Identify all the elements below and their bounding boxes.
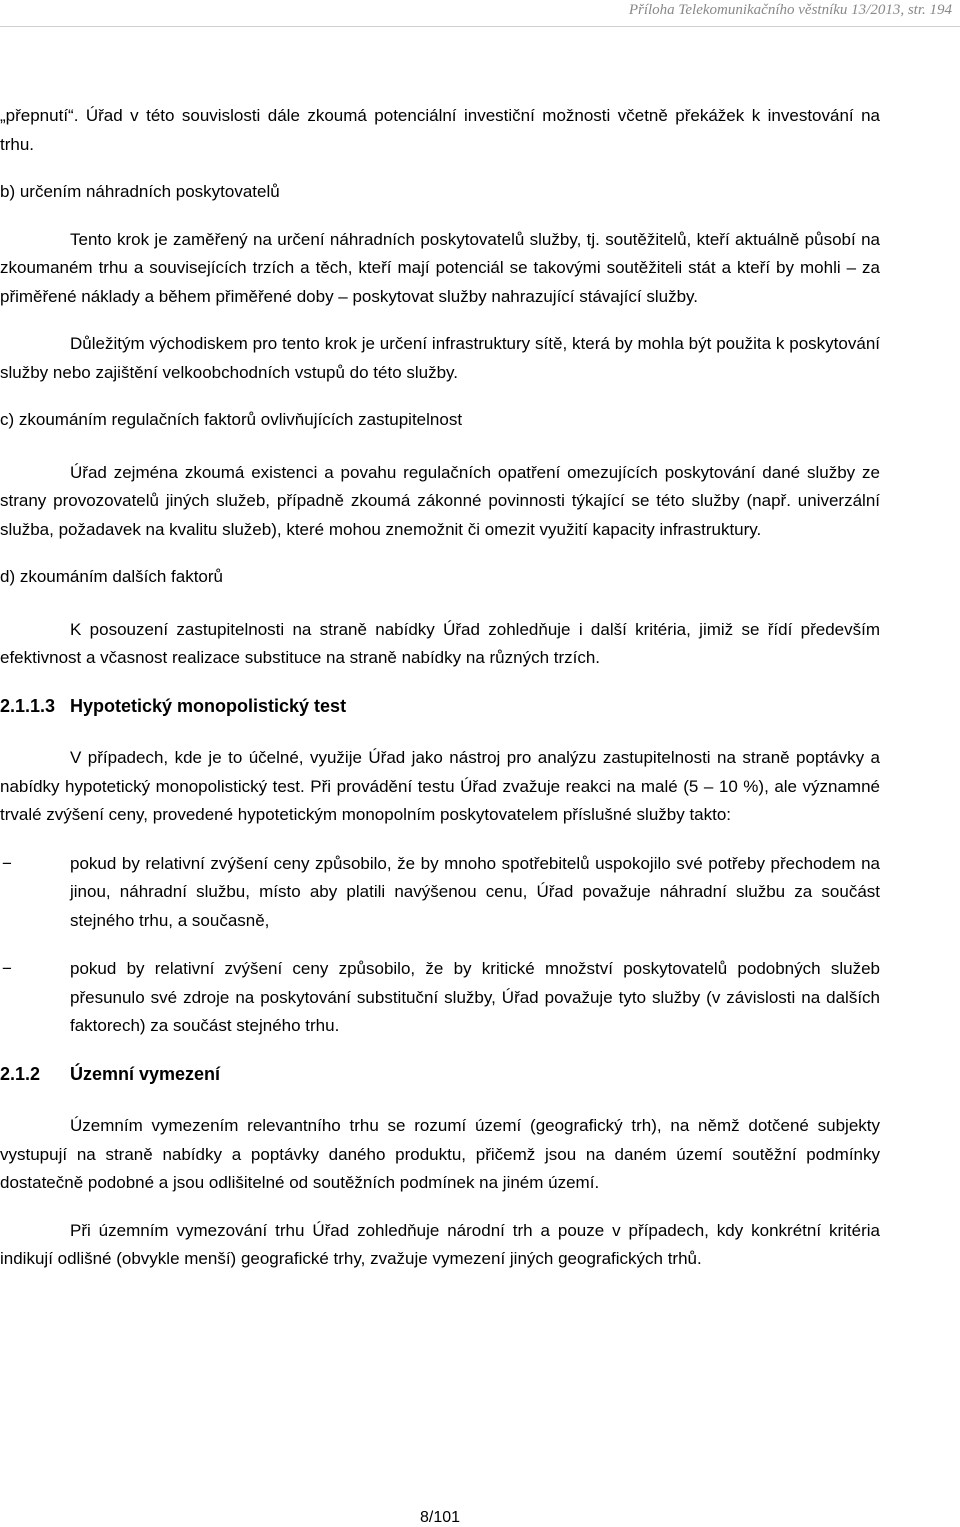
heading-hypothetical-monopolist-test	[0, 692, 880, 721]
section-b-heading: b) určením náhradních poskytovatelů	[0, 182, 280, 201]
paragraph-network-infrastructure: Důležitým východiskem pro tento krok je určení infrastruktury sítě, která by mohla být použita k poskytování služby nebo zajištění velkoobchodních vstupů do této služby.	[0, 334, 880, 382]
paragraph-substitute-providers: Tento krok je zaměřený na určení náhradních poskytovatelů služby, tj. soutěžitelů, kteří aktuálně působí na zkoumaném trhu a souvisejících trzích a těch, kteří mají potenciál se takovými soutěžiteli stát a kteří by mohli – za přiměřené náklady a během přiměřené doby – poskytovat služby nahrazující stávající služby.	[0, 229, 880, 306]
header-text: Příloha Telekomunikačního věstníku 13/2013, str. 194	[628, 2, 952, 18]
list-item-text: pokud by relativní zvýšení ceny způsobilo, že by kritické množství poskytovatelů podobných služeb přesunulo své zdroje na poskytování substituční služby, Úřad považuje tyto služby (v závislosti na dalších faktorech) za součást stejného trhu.	[70, 959, 880, 1035]
section-d-heading: d) zkoumáním dalších faktorů	[0, 567, 223, 586]
list-item-text: pokud by relativní zvýšení ceny způsobilo, že by mnoho spotřebitelů uspokojilo své potřeby přechodem na jinou, náhradní službu, místo aby platili navýšenou cenu, Úřad považuje náhradní službu za součást stejného trhu, a současně,	[70, 853, 880, 930]
page-header	[0, 0, 960, 27]
list-item	[0, 850, 880, 936]
document-body	[0, 102, 880, 1274]
paragraph-intro: „přepnutí“. Úřad v této souvislosti dále zkoumá potenciální investiční možnosti včetně překážek k investování na trhu.	[0, 106, 880, 154]
heading-geographic-definition	[0, 1060, 880, 1089]
heading-number: 2.1.2	[0, 1063, 41, 1084]
list-dash: −	[2, 853, 12, 873]
heading-number: 2.1.1.3	[0, 695, 56, 716]
heading-title: Územní vymezení	[70, 1063, 221, 1084]
paragraph-geographic-market: Územním vymezením relevantního trhu se rozumí území (geografický trh), na němž dotčené subjekty vystupují na straně nabídky a poptávky daného produktu, přičemž jsou na daném území soutěžní podmínky dostatečně podobné a jsou odlišitelné od soutěžních podmínek na jiném území.	[0, 1116, 880, 1192]
paragraph-national-market: Při územním vymezování trhu Úřad zohledňuje národní trh a pouze v případech, kdy konkrétní kritéria indikují odlišné (obvykle menší) geografické trhy, zvažuje vymezení jiných geografických trhů.	[0, 1220, 880, 1268]
heading-title: Hypotetický monopolistický test	[70, 695, 347, 716]
paragraph-other-factors: K posouzení zastupitelnosti na straně nabídky Úřad zohledňuje i další kritéria, jimiž se řídí především efektivnost a včasnost realizace substituce na straně nabídky na různých trzích.	[0, 619, 880, 667]
paragraph-ssnip-test: V případech, kde je to účelné, využije Úřad jako nástroj pro analýzu zastupitelnosti na straně poptávky a nabídky hypotetický monopolistický test. Při provádění testu Úřad zvažuje reakci na malé (5 – 10 %), ale významné trvalé zvýšení ceny, provedené hypotetickým monopolním poskytovatelem příslušné služby takto:	[0, 748, 880, 824]
list-item	[0, 955, 880, 1041]
paragraph-regulatory-factors: Úřad zejména zkoumá existenci a povahu regulačních opatření omezujících poskytování dané služby ze strany provozovatelů jiných služeb, případně zkoumá zákonné povinnosti týkající se této služby (např. univerzální služba, požadavek na kvalitu služeb), které mohou znemožnit či omezit využití kapacity infrastruktury.	[0, 462, 880, 539]
page-number: 8/101	[419, 1509, 461, 1526]
list-dash: −	[2, 959, 12, 978]
section-c-heading: c) zkoumáním regulačních faktorů ovlivňujících zastupitelnost	[0, 410, 463, 429]
